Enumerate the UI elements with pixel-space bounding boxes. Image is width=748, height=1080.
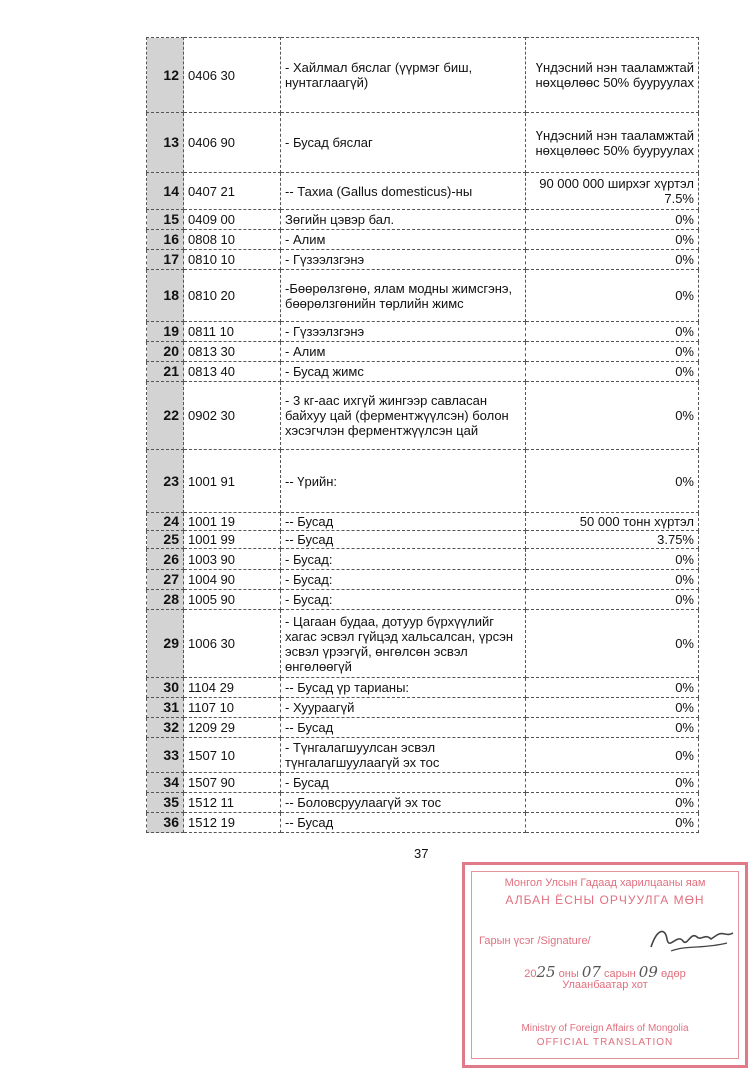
description: -- Бусад xyxy=(281,513,526,531)
tariff-rate: 0% xyxy=(526,210,699,230)
stamp-month-handwritten: 07 xyxy=(581,963,601,981)
description: - Бусад: xyxy=(281,590,526,610)
stamp-official-en: OFFICIAL TRANSLATION xyxy=(536,1037,674,1048)
description: -Бөөрөлзгөнө, ялам модны жимсгэнэ, бөөрөлзгөнийн төрлийн жимс xyxy=(281,270,526,322)
row-number: 17 xyxy=(147,250,184,270)
hs-code: 1003 90 xyxy=(184,549,281,570)
row-number: 25 xyxy=(147,531,184,549)
stamp-day-handwritten: 09 xyxy=(638,963,658,981)
hs-code: 0902 30 xyxy=(184,382,281,450)
tariff-rate: 0% xyxy=(526,813,699,833)
hs-code: 1005 90 xyxy=(184,590,281,610)
tariff-rate: 3.75% xyxy=(526,531,699,549)
description: -- Тахиа (Gallus domesticus)-ны xyxy=(281,173,526,210)
description: - Гүзээлзгэнэ xyxy=(281,322,526,342)
hs-code: 0813 30 xyxy=(184,342,281,362)
tariff-rate: 0% xyxy=(526,678,699,698)
tariff-rate: 0% xyxy=(526,270,699,322)
row-number: 12 xyxy=(147,38,184,113)
row-number: 13 xyxy=(147,113,184,173)
hs-code: 0406 90 xyxy=(184,113,281,173)
row-number: 27 xyxy=(147,570,184,590)
row-number: 32 xyxy=(147,718,184,738)
row-number: 14 xyxy=(147,173,184,210)
tariff-rate: 0% xyxy=(526,718,699,738)
hs-code: 0810 20 xyxy=(184,270,281,322)
description: - Бусад: xyxy=(281,570,526,590)
stamp-date-oni: оны xyxy=(558,968,579,980)
hs-code: 0409 00 xyxy=(184,210,281,230)
row-number: 22 xyxy=(147,382,184,450)
row-number: 16 xyxy=(147,230,184,250)
stamp-date-saryn: сарын xyxy=(604,968,636,980)
description: - Цагаан будаа, дотуур бүрхүүлийг хагас эсвэл гүйцэд хальсалсан, үрсэн эсвэл үрээгүй, өнгөлсөн эсвэл өнгөлөөгүй xyxy=(281,610,526,678)
description: -- Бусад xyxy=(281,718,526,738)
tariff-rate: 0% xyxy=(526,382,699,450)
hs-code: 1209 29 xyxy=(184,718,281,738)
tariff-rate: 0% xyxy=(526,362,699,382)
hs-code: 1512 11 xyxy=(184,793,281,813)
tariff-rate: 0% xyxy=(526,610,699,678)
row-number: 24 xyxy=(147,513,184,531)
row-number: 36 xyxy=(147,813,184,833)
row-number: 31 xyxy=(147,698,184,718)
row-number: 30 xyxy=(147,678,184,698)
description: -- Бусад үр тарианы: xyxy=(281,678,526,698)
table-row xyxy=(147,450,699,513)
row-number: 20 xyxy=(147,342,184,362)
stamp-signature-label xyxy=(479,935,591,947)
stamp-ministry-mn: Монгол Улсын Гадаад харилцааны яам xyxy=(504,877,706,889)
hs-code: 1507 90 xyxy=(184,773,281,793)
tariff-rate: 0% xyxy=(526,590,699,610)
row-number: 28 xyxy=(147,590,184,610)
tariff-rate: 0% xyxy=(526,322,699,342)
description: -- Бусад xyxy=(281,531,526,549)
description: -- Үрийн: xyxy=(281,450,526,513)
description: - Бусад бяслаг xyxy=(281,113,526,173)
description: - Бусад жимс xyxy=(281,362,526,382)
page-number: 37 xyxy=(414,846,429,861)
stamp-date-odor: өдөр xyxy=(660,968,686,980)
stamp-official-mn: АЛБАН ЁСНЫ ОРЧУУЛГА МӨН xyxy=(505,893,705,907)
hs-code: 1507 10 xyxy=(184,738,281,773)
tariff-rate: 50 000 тонн хүртэл xyxy=(526,513,699,531)
stamp-signature-text: Гарын үсэг /Signature/ xyxy=(479,935,591,947)
table-row xyxy=(147,38,699,113)
table-row xyxy=(147,678,699,698)
row-number: 35 xyxy=(147,793,184,813)
table-row xyxy=(147,590,699,610)
hs-code: 1512 19 xyxy=(184,813,281,833)
tariff-rate: 90 000 000 ширхэг хүртэл 7.5% xyxy=(526,173,699,210)
description: - Алим xyxy=(281,230,526,250)
row-number: 21 xyxy=(147,362,184,382)
hs-code: 0808 10 xyxy=(184,230,281,250)
tariff-rate: 0% xyxy=(526,549,699,570)
table-row xyxy=(147,322,699,342)
description: - 3 кг-аас ихгүй жингээр савласан байхуу цай (ферментжүүлсэн) болон хэсэгчлэн ферментжүүлсэн цай xyxy=(281,382,526,450)
hs-code: 0406 30 xyxy=(184,38,281,113)
table-row xyxy=(147,793,699,813)
tariff-table-body xyxy=(147,38,699,833)
description: - Алим xyxy=(281,342,526,362)
description: - Хуураагүй xyxy=(281,698,526,718)
tariff-rate: 0% xyxy=(526,342,699,362)
hs-code: 0810 10 xyxy=(184,250,281,270)
row-number: 33 xyxy=(147,738,184,773)
table-row xyxy=(147,513,699,531)
description: - Түнгалагшуулсан эсвэл түнгалагшуулаагүй эх тос xyxy=(281,738,526,773)
description: - Бусад: xyxy=(281,549,526,570)
table-row xyxy=(147,342,699,362)
table-row xyxy=(147,773,699,793)
table-row xyxy=(147,270,699,322)
table-row xyxy=(147,531,699,549)
row-number: 19 xyxy=(147,322,184,342)
hs-code: 1104 29 xyxy=(184,678,281,698)
hs-code: 1001 19 xyxy=(184,513,281,531)
table-row xyxy=(147,549,699,570)
handwritten-signature-icon xyxy=(647,923,737,959)
official-translation-stamp xyxy=(462,862,748,1068)
hs-code: 0407 21 xyxy=(184,173,281,210)
tariff-rate: 0% xyxy=(526,738,699,773)
hs-code: 0813 40 xyxy=(184,362,281,382)
description: - Гүзээлзгэнэ xyxy=(281,250,526,270)
hs-code: 0811 10 xyxy=(184,322,281,342)
table-row xyxy=(147,173,699,210)
tariff-rate: 0% xyxy=(526,570,699,590)
table-row xyxy=(147,610,699,678)
stamp-date-prefix: 20 xyxy=(524,968,537,980)
tariff-rate: 0% xyxy=(526,250,699,270)
table-row xyxy=(147,570,699,590)
description: -- Бусад xyxy=(281,813,526,833)
tariff-table xyxy=(146,37,699,833)
table-row xyxy=(147,382,699,450)
hs-code: 1006 30 xyxy=(184,610,281,678)
row-number: 34 xyxy=(147,773,184,793)
hs-code: 1001 91 xyxy=(184,450,281,513)
row-number: 15 xyxy=(147,210,184,230)
table-row xyxy=(147,718,699,738)
description: - Бусад xyxy=(281,773,526,793)
row-number: 23 xyxy=(147,450,184,513)
description: Зөгийн цэвэр бал. xyxy=(281,210,526,230)
description: -- Боловсруулаагүй эх тос xyxy=(281,793,526,813)
table-row xyxy=(147,210,699,230)
tariff-rate: 0% xyxy=(526,793,699,813)
tariff-rate: 0% xyxy=(526,230,699,250)
hs-code: 1004 90 xyxy=(184,570,281,590)
table-row xyxy=(147,813,699,833)
table-row xyxy=(147,113,699,173)
tariff-rate: 0% xyxy=(526,773,699,793)
tariff-rate: Үндэсний нэн тааламжтай нөхцөлөөс 50% бууруулах xyxy=(526,113,699,173)
row-number: 29 xyxy=(147,610,184,678)
table-row xyxy=(147,250,699,270)
row-number: 26 xyxy=(147,549,184,570)
row-number: 18 xyxy=(147,270,184,322)
tariff-rate: Үндэсний нэн тааламжтай нөхцөлөөс 50% бууруулах xyxy=(526,38,699,113)
table-row xyxy=(147,230,699,250)
table-row xyxy=(147,362,699,382)
tariff-rate: 0% xyxy=(526,698,699,718)
stamp-city: Улаанбаатар хот xyxy=(562,979,648,991)
table-row xyxy=(147,698,699,718)
description: - Хайлмал бяслаг (үүрмэг биш, нунтаглаагүй) xyxy=(281,38,526,113)
tariff-rate: 0% xyxy=(526,450,699,513)
stamp-year-handwritten: 25 xyxy=(536,963,556,981)
stamp-ministry-en: Ministry of Foreign Affairs of Mongolia xyxy=(521,1023,689,1034)
hs-code: 1001 99 xyxy=(184,531,281,549)
hs-code: 1107 10 xyxy=(184,698,281,718)
table-row xyxy=(147,738,699,773)
